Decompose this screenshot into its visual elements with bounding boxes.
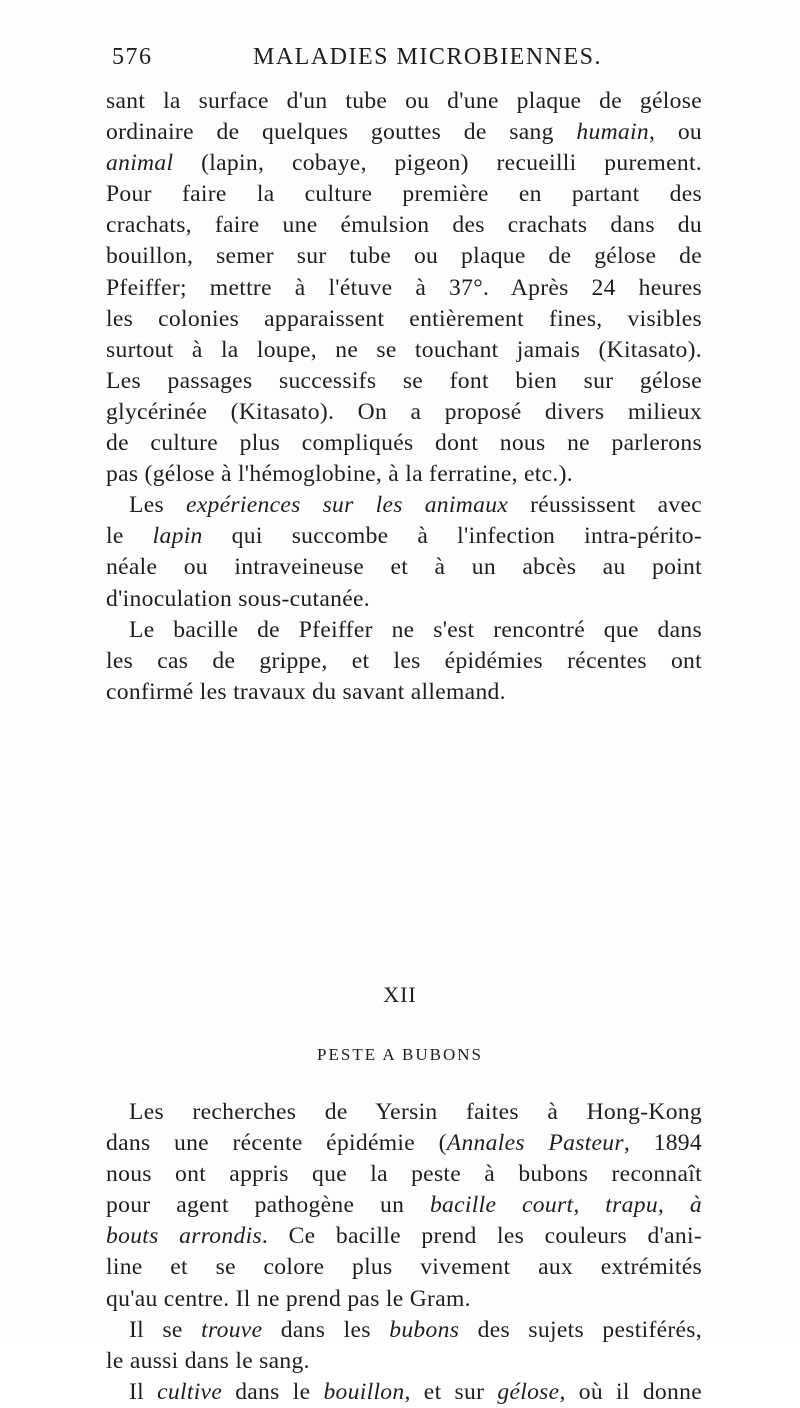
text-line: line et se colore plus vivement aux extrémités [106,1254,702,1281]
text-line: qu'au centre. Il ne prend pas le Gram. [106,1285,471,1312]
text-line: bouts arrondis. Ce bacille prend les couleurs d'ani- [106,1223,702,1250]
text-line: animal (lapin, cobaye, pigeon) recueilli purement. [106,150,702,177]
text-line: bouillon, semer sur tube ou plaque de gélose de [106,243,702,270]
text-line: crachats, faire une émulsion des crachats dans du [106,212,702,239]
text-line: Il cultive dans le bouillon, et sur gélose, où il donne [129,1378,702,1405]
text-line: néale ou intraveineuse et à un abcès au point [106,554,702,581]
text-line: le aussi dans le sang. [106,1347,310,1374]
text-line: Les passages successifs se font bien sur gélose [106,367,702,394]
text-line: sant la surface d'un tube ou d'une plaque de gélose [106,88,702,114]
text-line: ordinaire de quelques gouttes de sang humain, ou [106,119,703,146]
text-line: Le bacille de Pfeiffer ne s'est rencontré que dans [129,616,702,643]
text-line: surtout à la loupe, ne se touchant jamais (Kitasato). [106,336,702,363]
text-line: de culture plus compliqués dont nous ne parlerons [106,430,702,457]
running-head [112,44,702,76]
text-line: Pour faire la culture première en partant des [106,181,702,208]
text-line: dans une récente épidémie (Annales Pasteur, 1894 [106,1130,703,1157]
section-number: XII [383,982,417,1007]
text-line: Pfeiffer; mettre à l'étuve à 37°. Après 24 heures [106,274,702,301]
page-number: 576 [112,44,153,70]
text-line: les cas de grippe, et les épidémies récentes ont [106,647,702,674]
text-line: d'inoculation sous-cutanée. [106,585,370,612]
text-line: Les expériences sur les animaux réussissent avec [129,492,702,519]
text-line: les colonies apparaissent entièrement fines, visibles [106,305,702,332]
text-line: glycérinée (Kitasato). On a proposé divers milieux [106,398,702,425]
text-line: confirmé les travaux du savant allemand. [106,678,506,705]
text-line: le lapin qui succombe à l'infection intra-périto- [106,523,703,550]
text-line: Les recherches de Yersin faites à Hong-Kong [129,1099,702,1125]
body-text-upper [106,86,702,708]
text-line: Il se trouve dans les bubons des sujets pestiférés, [129,1316,702,1343]
text-line: pas (gélose à l'hémoglobine, à la ferratine, etc.). [106,461,573,488]
running-title: MALADIES MICROBIENNES. [253,44,603,70]
section-title: PESTE A BUBONS [317,1045,483,1064]
text-line: pour agent pathogène un bacille court, trapu, à [106,1192,702,1219]
body-text-lower [106,1097,702,1408]
text-line: nous ont appris que la peste à bubons reconnaît [106,1161,702,1188]
